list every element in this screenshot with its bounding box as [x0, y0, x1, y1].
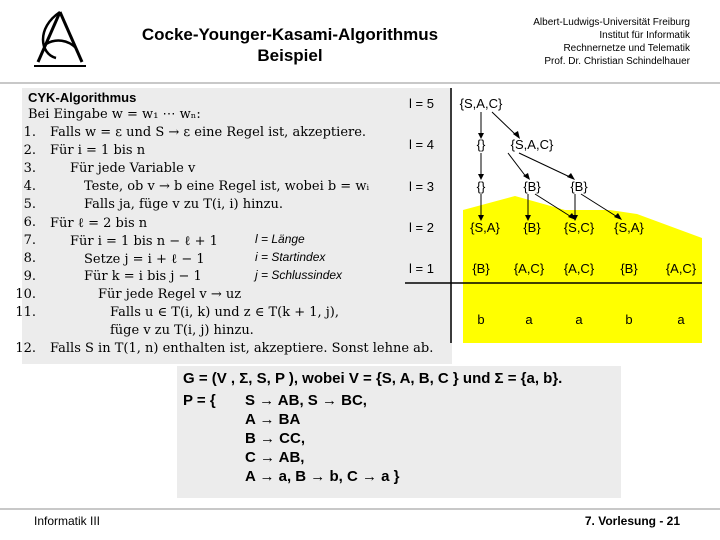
production-rule: B → CC,: [245, 430, 305, 447]
input-symbol: a: [677, 312, 685, 327]
production-rule: A → BA: [245, 411, 301, 428]
university-logo: [26, 8, 94, 70]
table-cell: {A,C}: [513, 261, 545, 276]
page-title: [110, 24, 470, 66]
line-number: 12.: [15, 341, 36, 356]
table-cell: {S,A}: [614, 220, 644, 235]
algorithm-line: Falls ja, füge v zu T(i, i) hinzu.: [84, 197, 283, 212]
algorithm-panel: [15, 88, 452, 364]
institution-line: Institut für Informatik: [599, 30, 690, 41]
algorithm-line: Falls S in T(1, n) enthalten ist, akzeptiere. Sonst lehne ab.: [50, 341, 434, 356]
table-cell: {B}: [472, 261, 490, 276]
grammar-panel: [177, 366, 621, 498]
table-cell: {S,A,C}: [459, 96, 503, 111]
legend-end-index: j = Schlussindex: [255, 268, 343, 282]
table-cell: {}: [476, 137, 486, 152]
line-number: 11.: [15, 305, 36, 320]
algorithm-line: Für i = 1 bis n: [50, 143, 146, 158]
footer-divider: [0, 508, 720, 510]
algorithm-line: Für jede Variable v: [70, 161, 196, 176]
productions-label: P = {: [183, 392, 216, 409]
table-cell: {B}: [620, 261, 638, 276]
table-cell: {}: [476, 179, 486, 194]
input-symbol: a: [575, 312, 583, 327]
production-rule: A → a, B → b, C → a }: [245, 468, 400, 485]
algorithm-line: Falls u ∈ T(i, k) und z ∈ T(k + 1, j),: [110, 305, 339, 320]
title-line-1: Cocke-Younger-Kasami-Algorithmus: [141, 25, 439, 44]
production-rule: C → AB,: [245, 449, 305, 466]
algorithm-line: Für ℓ = 2 bis n: [50, 216, 148, 231]
line-number: 10.: [15, 287, 36, 302]
cyk-table: [405, 88, 702, 343]
row-label: l = 1: [409, 261, 434, 276]
table-cell: {B}: [523, 220, 541, 235]
input-symbol: b: [625, 312, 633, 327]
title-line-2: Beispiel: [257, 46, 323, 65]
institution-line: Prof. Dr. Christian Schindelhauer: [544, 56, 690, 67]
line-number: 9.: [23, 269, 36, 284]
algorithm-line: Für i = 1 bis n − ℓ + 1: [70, 234, 218, 249]
line-number: 6.: [23, 215, 36, 230]
legend-start-index: i = Startindex: [255, 250, 326, 264]
algorithm-line: Teste, ob v → b eine Regel ist, wobei b = wᵢ: [84, 179, 370, 194]
algorithm-title: CYK-Algorithmus: [28, 90, 137, 105]
legend-length: l = Länge: [255, 232, 305, 246]
table-cell: {B}: [570, 179, 588, 194]
line-number: 7.: [23, 233, 36, 248]
row-label: l = 3: [409, 179, 434, 194]
row-label: l = 5: [409, 96, 434, 111]
course-name: Informatik III: [34, 514, 101, 528]
line-number: 2.: [23, 143, 36, 158]
algorithm-line: füge v zu T(i, j) hinzu.: [110, 323, 254, 338]
institution-info: [500, 16, 690, 68]
algorithm-line: Setze j = i + ℓ − 1: [84, 252, 205, 267]
line-number: 4.: [23, 179, 36, 194]
input-symbol: a: [525, 312, 533, 327]
table-cell: {S,C}: [563, 220, 595, 235]
algorithm-line: Für k = i bis j − 1: [84, 269, 202, 284]
table-cell: {A,C}: [665, 261, 697, 276]
row-label: l = 4: [409, 137, 434, 152]
algorithm-line: Für jede Regel v → uz: [98, 287, 242, 302]
table-cell: {B}: [523, 179, 541, 194]
line-number: 3.: [23, 161, 36, 176]
table-cell: {S,A}: [470, 220, 500, 235]
table-cell: {A,C}: [563, 261, 595, 276]
line-number: 1.: [23, 125, 36, 140]
institution-line: Rechnernetze und Telematik: [563, 43, 690, 54]
line-number: 8.: [23, 251, 36, 266]
production-rule: S → AB, S → BC,: [245, 392, 367, 409]
line-number: 5.: [23, 197, 36, 212]
grammar-definition: G = (V , Σ, S, P ), wobei V = {S, A, B, C } und Σ = {a, b}.: [183, 370, 563, 387]
input-symbol: b: [477, 312, 485, 327]
table-cell: {S,A,C}: [510, 137, 554, 152]
algorithm-line: Falls w = ε und S → ε eine Regel ist, akzeptiere.: [50, 125, 367, 140]
row-label: l = 2: [409, 220, 434, 235]
institution-line: Albert-Ludwigs-Universität Freiburg: [533, 17, 690, 28]
slide-number: 7. Vorlesung - 21: [584, 514, 680, 528]
algorithm-intro: Bei Eingabe w = w₁ ⋯ wₙ:: [28, 107, 201, 122]
header-divider: [0, 82, 720, 84]
